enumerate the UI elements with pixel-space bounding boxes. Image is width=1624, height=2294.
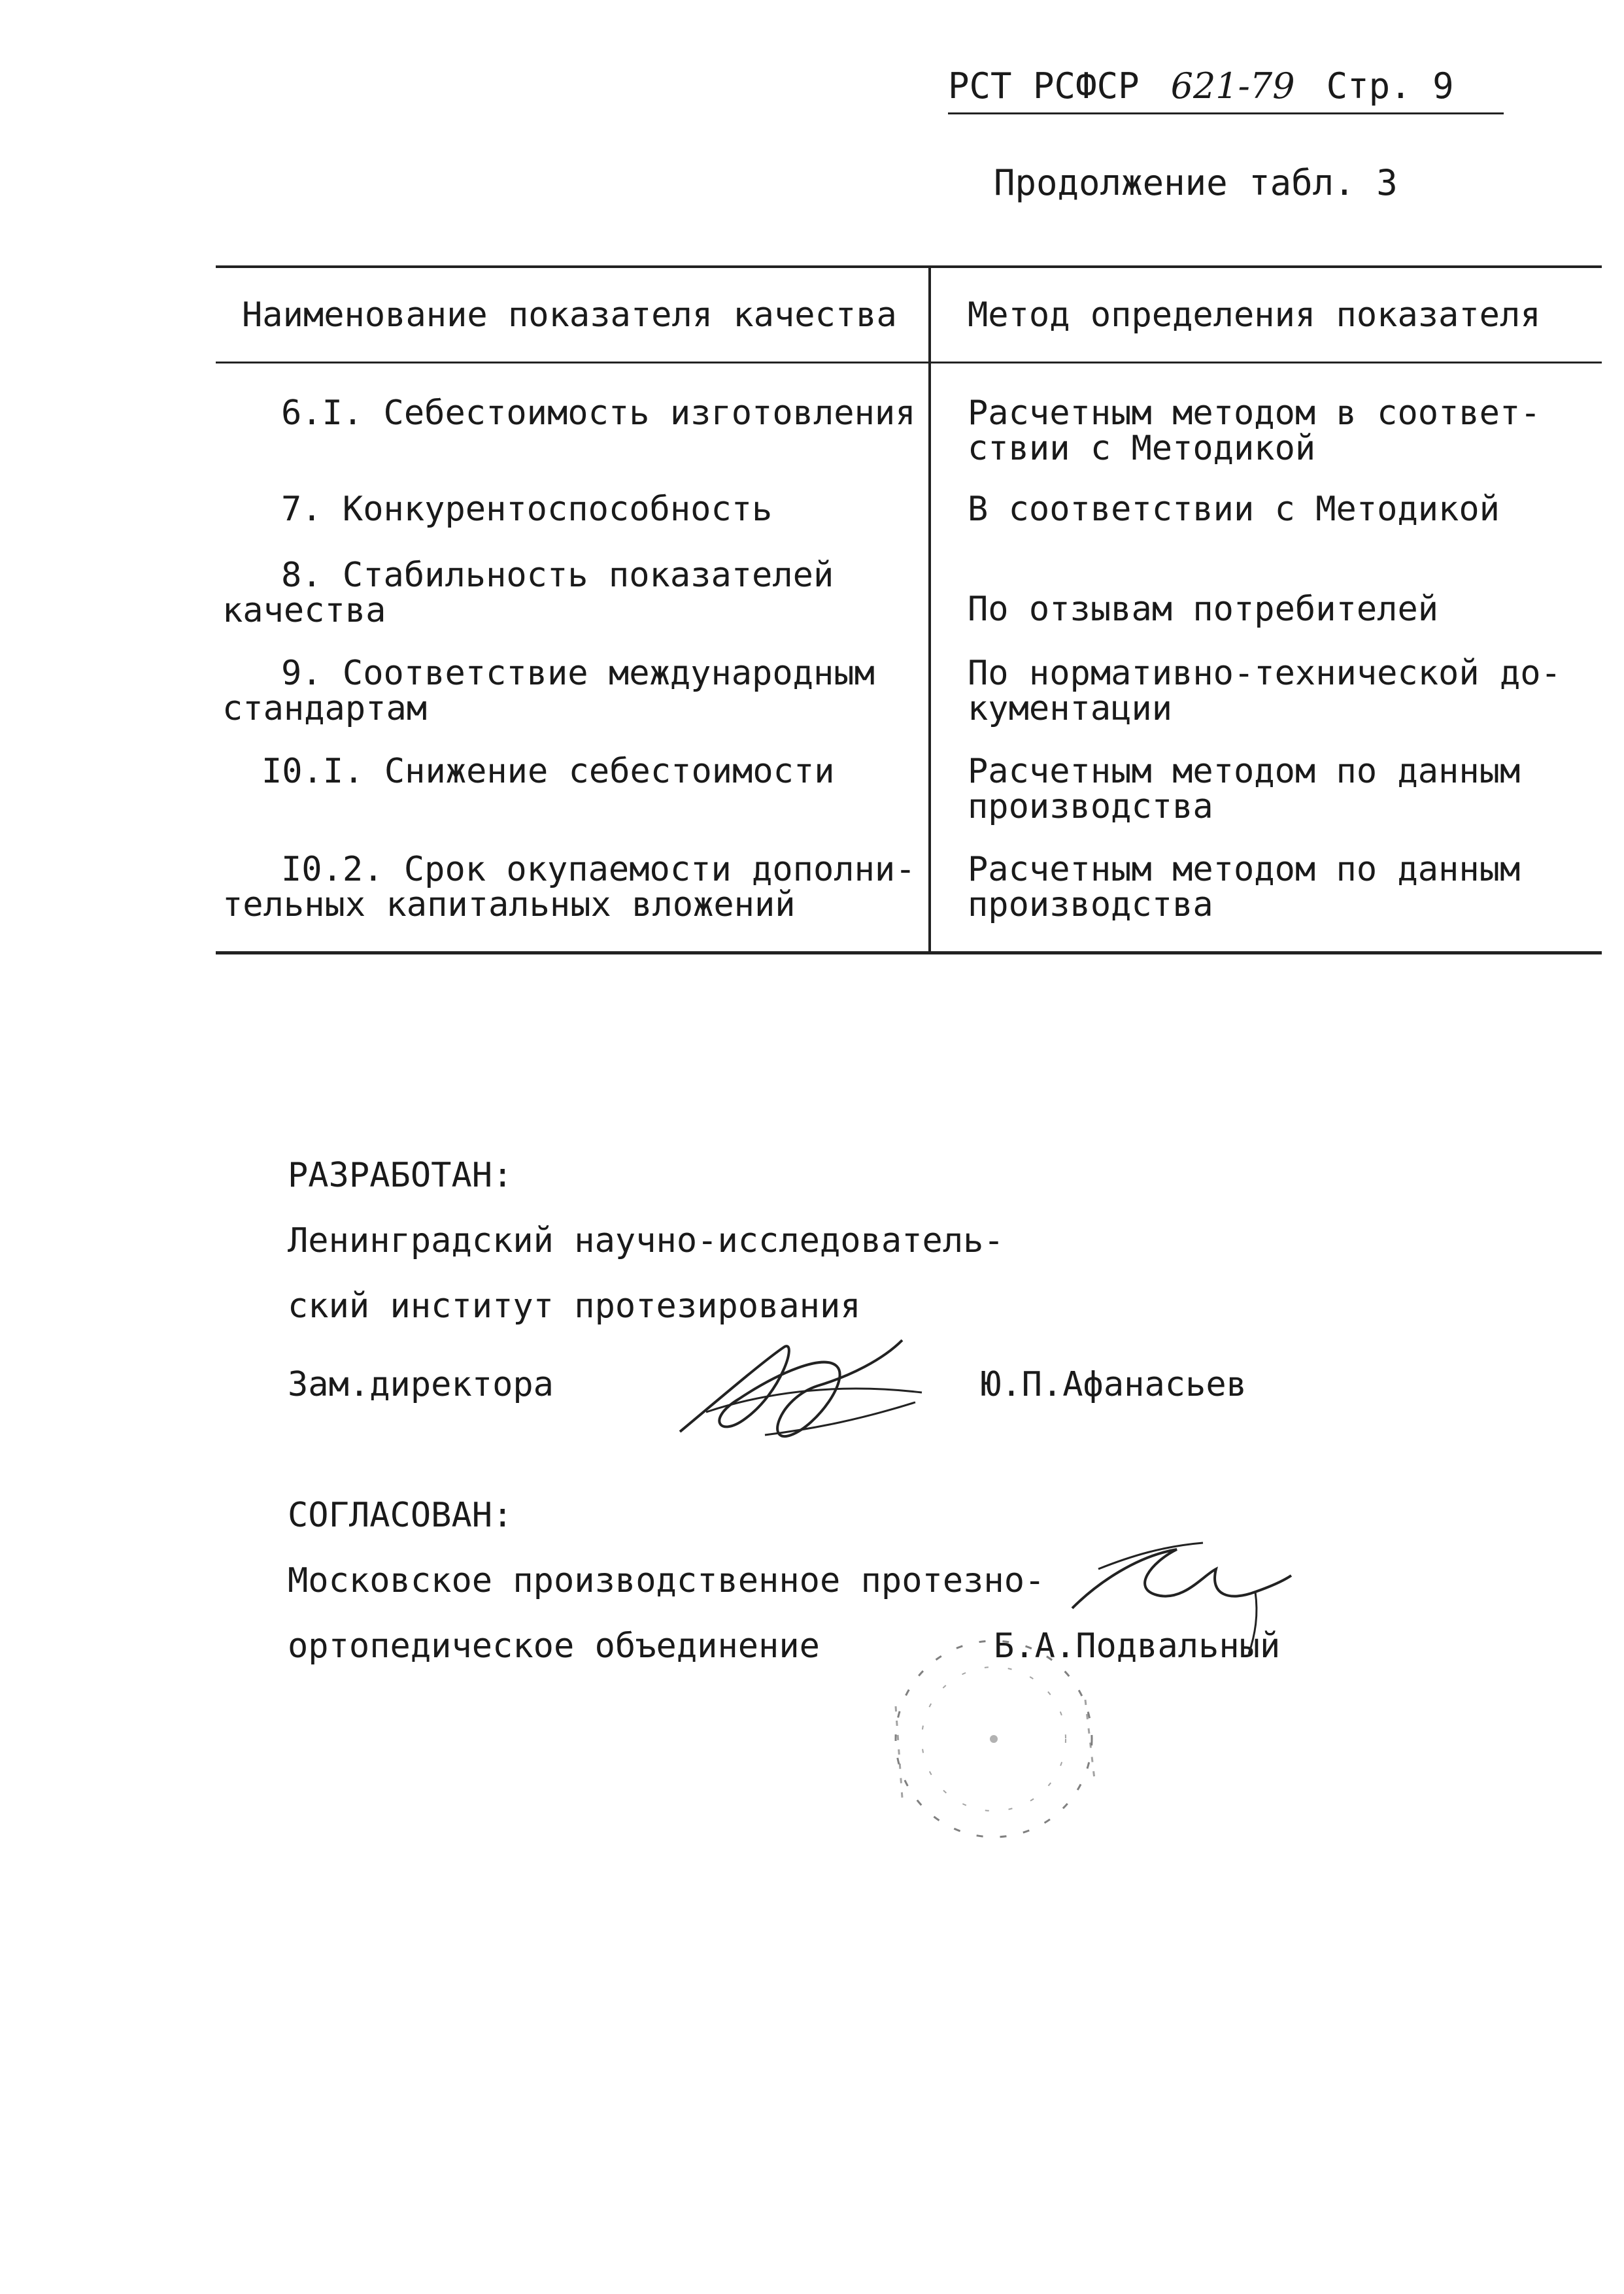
table-column-divider [928, 265, 931, 954]
document-header [948, 65, 1454, 107]
standard-code: РСТ РСФСР [948, 65, 1140, 107]
developed-label: РАЗРАБОТАН: [288, 1156, 513, 1195]
developer-position: Зам.директора [288, 1365, 554, 1404]
table-row-method: Расчетным методом по данным производства [968, 850, 1521, 924]
developer-person: Ю.П.Афанасьев [981, 1365, 1247, 1404]
table-bottom-rule [216, 951, 1602, 954]
table-row-method: По отзывам потребителей [968, 590, 1439, 629]
table-row-method: Расчетным методом в соответ- ствии с Методикой [968, 394, 1541, 468]
agreed-org-line-2: ортопедическое объединение [288, 1627, 820, 1666]
table-header-rule [216, 362, 1602, 363]
signature-afanasyev [667, 1321, 941, 1451]
table-row-method: По нормативно-технической до- кументации [968, 654, 1561, 728]
table-row-name: I0.2. Срок окупаемости дополни- тельных капитальных вложений [222, 850, 916, 924]
table-row-name: I0.I. Снижение себестоимости [262, 752, 835, 791]
developer-org-line-1: Ленинградский научно-исследователь- [288, 1221, 1004, 1260]
agreed-person: Б.А.Подвальный [994, 1627, 1281, 1666]
table-row-method: В соответствии с Методикой [968, 490, 1500, 529]
header-underline [948, 112, 1504, 114]
agreed-label: СОГЛАСОВАН: [288, 1496, 513, 1535]
organization-stamp [837, 1628, 1151, 1863]
table-row-name: 8. Стабильность показателей качества [222, 556, 834, 630]
table-row-name: 7. Конкурентоспособность [281, 490, 773, 529]
table-row-method: Расчетным методом по данным производства [968, 752, 1521, 826]
developer-org-line-2: ский институт протезирования [288, 1287, 861, 1326]
column-header-method: Метод определения показателя [968, 295, 1541, 335]
table-row-name: 6.I. Себестоимость изготовления [281, 394, 916, 433]
table-row-name: 9. Соответствие международным стандартам [222, 654, 875, 728]
table-top-rule [216, 265, 1602, 268]
standard-number: 621-79 [1170, 65, 1295, 107]
agreed-org-line-1: Московское производственное протезно- [288, 1561, 1045, 1600]
table-continuation-label: Продолжение табл. 3 [994, 162, 1398, 203]
page-number: Стр. 9 [1326, 65, 1454, 107]
column-header-name: Наименование показателя качества [242, 295, 897, 335]
